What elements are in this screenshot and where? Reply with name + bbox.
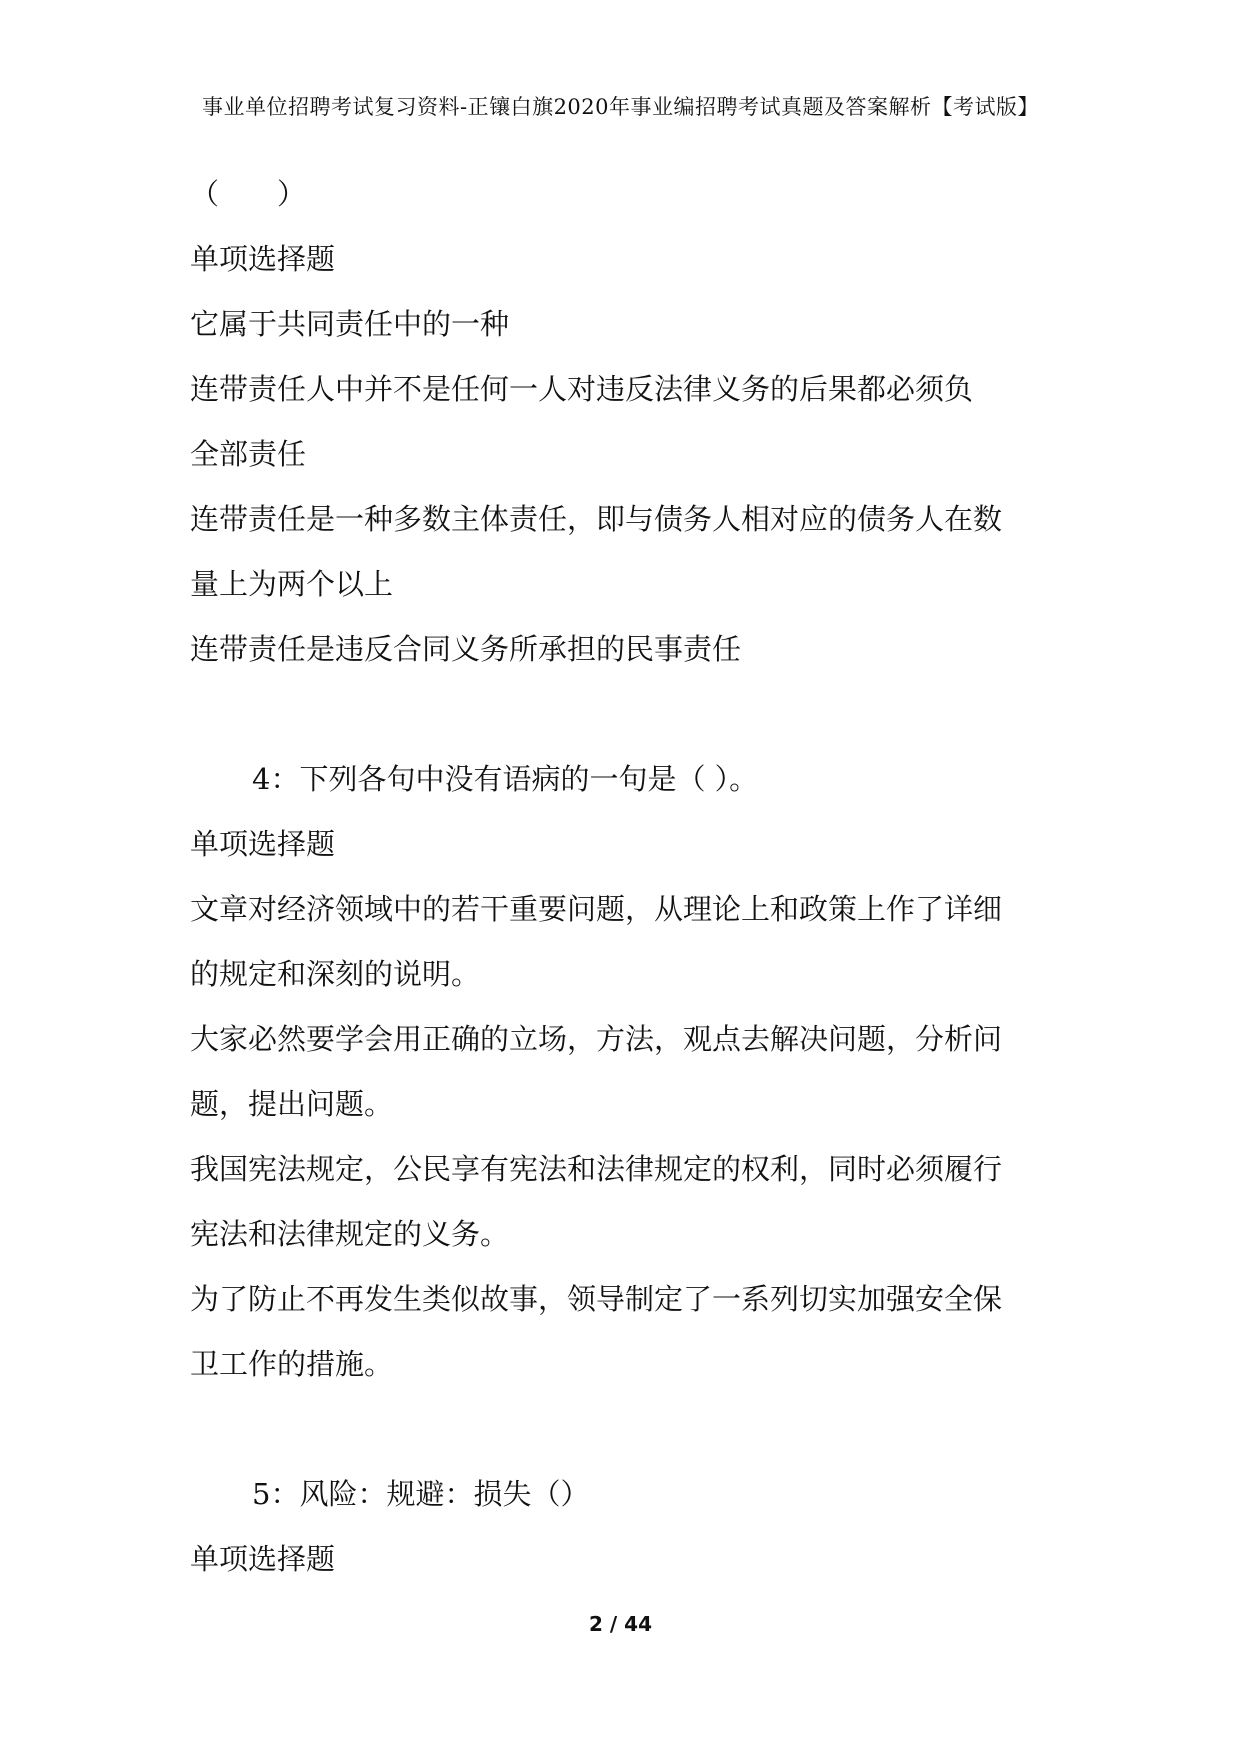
question-4-type: 单项选择题 [190,827,336,861]
spacer [190,682,1070,747]
question-3-option-c-line1: 连带责任是一种多数主体责任，即与债务人相对应的债务人在数 [190,502,1003,536]
question-4-option-c-line2: 宪法和法律规定的义务。 [190,1217,510,1251]
document-body [190,162,1070,1592]
question-4-option-c-line1: 我国宪法规定，公民享有宪法和法律规定的权利，同时必须履行 [190,1152,1003,1186]
question-3-option-d: 连带责任是违反合同义务所承担的民事责任 [190,632,742,666]
question-3-type: 单项选择题 [190,242,336,276]
question-4-title: 4：下列各句中没有语病的一句是（ ）。 [252,762,759,796]
question-4-option-d-line1: 为了防止不再发生类似故事，领导制定了一系列切实加强安全保 [190,1282,1003,1316]
document-header: 事业单位招聘考试复习资料-正镶白旗2020年事业编招聘考试真题及答案解析【考试版】 [201,95,1040,119]
question-3-option-a: 它属于共同责任中的一种 [190,307,510,341]
page-number: 2 / 44 [589,1612,652,1636]
question-5-type: 单项选择题 [190,1542,336,1576]
question-5-title: 5：风险：规避：损失（） [252,1477,590,1511]
spacer [190,1397,1070,1462]
question-4-option-a-line2: 的规定和深刻的说明。 [190,957,481,991]
question-4-option-a-line1: 文章对经济领域中的若干重要问题，从理论上和政策上作了详细 [190,892,1003,926]
question-4-option-d-line2: 卫工作的措施。 [190,1347,394,1381]
question-4-option-b-line1: 大家必然要学会用正确的立场，方法，观点去解决问题，分析问 [190,1022,1003,1056]
question-3-paren: （ ） [190,177,307,211]
question-3-option-c-line2: 量上为两个以上 [190,567,394,601]
question-4-option-b-line2: 题，提出问题。 [190,1087,394,1121]
question-3-option-b-line1: 连带责任人中并不是任何一人对违反法律义务的后果都必须负 [190,372,974,406]
question-3-option-b-line2: 全部责任 [190,437,307,471]
